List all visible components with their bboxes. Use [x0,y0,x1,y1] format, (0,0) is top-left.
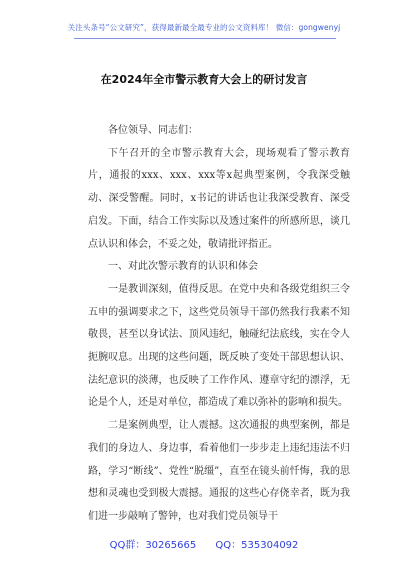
document-body [88,120,350,529]
salutation: 各位领导、同志们： [108,125,198,136]
footer-qq-group: QQ群：30265665 [109,540,197,551]
paragraph-point-2: 二是案例典型，让人震撼。这次通报的典型案例，都是我们的身边人、身边事，看着他们一步步走上违纪违法不归路，学习“断线”、党性“脱缰”，直至在镜头前忏悔，我的思想和灵魂也受到极大震撼。通报的这些心存侥幸者，既为我们进一步敲响了警钟，也对我们党员领导干 [88,420,350,522]
footer-contact [0,536,408,551]
header-divider [74,38,336,39]
footer-qq: QQ：535304092 [215,540,299,551]
document-title: 在2024年全市警示教育大会上的研讨发言 [100,73,308,86]
section-heading: 一、对此次警示教育的认识和体会 [108,261,258,273]
header-banner: 关注头条号“公文研究”，获得最新最全最专业的公文资料库！ 微信：gongwenyj [67,23,341,32]
paragraph-point-1: 一是教训深刻，值得反思。在党中央和各级党组织三令五申的强调要求之下，这些党员领导干部仍然我行我素不知敬畏，甚至以身试法、顶风违纪，触碰纪法底线，实在令人扼腕叹息。出现的这些问题，既反映了变处干部思想认识、法纪意识的淡薄，也反映了工作作风、遵章守纪的漂浮，无论是个人，还是对单位，都造成了难以弥补的影响和损失。 [88,283,350,409]
paragraph-intro: 下午召开的全市警示教育大会，现场观看了警示教育片，通报的xxx、xxx、xxx等x起典型案例，令我深受触动、深受警醒。同时，x书记的讲话也让我深受教育、深受启发。下面，结合工作实际以及透过案件的所感所思，谈几点认识和体会，不妥之处，敬请批评指正。 [88,147,350,250]
